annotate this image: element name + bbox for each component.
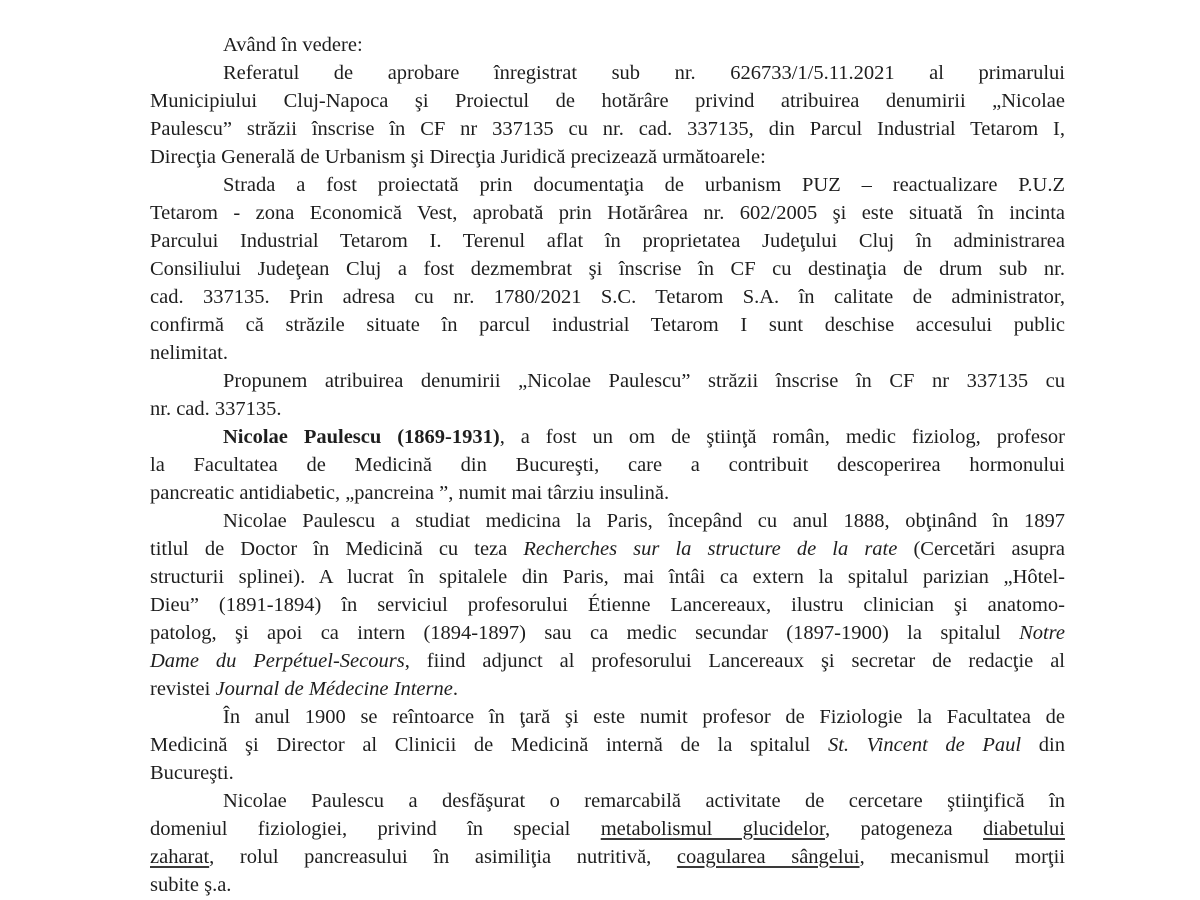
text-segment: zaharat [150, 846, 210, 868]
text-line [150, 871, 1065, 899]
text-segment: revistei [150, 678, 216, 700]
text-segment: Notre [1019, 622, 1065, 644]
text-segment: , a fost un om de ştiinţă român, medic fiziolog, profesor [499, 426, 1065, 448]
text-line [150, 507, 1065, 535]
text-segment: Parcului Industrial Tetarom I. Terenul aflat în proprietatea Judeţului Cluj în administrarea [150, 230, 1065, 252]
text-segment: , rolul pancreasului în asimiliţia nutritivă, [209, 846, 677, 868]
text-segment: Consiliului Judeţean Cluj a fost dezmembrat şi înscrise în CF cu destinaţia de drum sub nr. [150, 258, 1065, 280]
text-segment: În anul 1900 se reîntoarce în ţară şi este numit profesor de Fiziologie la Facultatea de [223, 706, 1065, 728]
text-line [150, 703, 1065, 731]
text-segment: Recherches sur la structure de la rate [523, 538, 898, 560]
text-segment: Bucureşti. [150, 762, 234, 784]
text-line [150, 115, 1065, 143]
text-line [150, 311, 1065, 339]
text-segment: Având în vedere: [223, 34, 363, 56]
text-line [150, 535, 1065, 563]
text-segment: Propunem atribuirea denumirii „Nicolae Paulescu” străzii înscrise în CF nr 337135 cu [223, 370, 1065, 392]
text-line [150, 171, 1065, 199]
text-segment: Nicolae Paulescu (1869-1931) [223, 426, 500, 448]
text-segment: (Cercetări asupra [897, 538, 1065, 560]
text-segment: diabetului [983, 818, 1065, 840]
text-segment: patolog, şi apoi ca intern (1894-1897) sau ca medic secundar (1897-1900) la spitalul [150, 622, 1020, 644]
text-segment: , mecanismul morţii [859, 846, 1066, 868]
text-segment: Tetarom - zona Economică Vest, aprobată prin Hotărârea nr. 602/2005 şi este situată în incinta [150, 202, 1065, 224]
text-segment: , patogeneza [824, 818, 984, 840]
text-line [150, 563, 1065, 591]
text-segment: nr. cad. 337135. [150, 398, 282, 420]
text-line [150, 255, 1065, 283]
text-line [150, 367, 1065, 395]
text-segment: Strada a fost proiectată prin documentaţia de urbanism PUZ – reactualizare P.U.Z [223, 174, 1065, 196]
text-line [150, 339, 1065, 367]
text-segment: nelimitat. [150, 342, 228, 364]
text-segment: Nicolae Paulescu a desfăşurat o remarcabilă activitate de cercetare ştiinţifică în [223, 790, 1065, 812]
text-segment: Direcţia Generală de Urbanism şi Direcţia Juridică precizează următoarele: [150, 146, 766, 168]
text-segment: , fiind adjunct al profesorului Lancereaux şi secretar de redacţie al [404, 650, 1065, 672]
text-segment: subite ş.a. [150, 874, 232, 896]
text-segment: Nicolae Paulescu a studiat medicina la Paris, începând cu anul 1888, obţinând în 1897 [223, 510, 1065, 532]
text-segment: St. Vincent de Paul [827, 734, 1022, 756]
text-line [150, 423, 1065, 451]
text-segment: Paulescu” străzii înscrise în CF nr 337135 cu nr. cad. 337135, din Parcul Industrial Tetarom I, [150, 118, 1065, 140]
text-line [150, 59, 1065, 87]
text-line [150, 227, 1065, 255]
text-line [150, 479, 1065, 507]
text-segment: cad. 337135. Prin adresa cu nr. 1780/2021 S.C. Tetarom S.A. în calitate de administrator, [150, 286, 1065, 308]
text-line [150, 143, 1065, 171]
text-line [150, 451, 1065, 479]
text-segment: metabolismul glucidelor [600, 818, 825, 840]
text-line [150, 647, 1065, 675]
text-line [150, 619, 1065, 647]
text-segment: Referatul de aprobare înregistrat sub nr. 626733/1/5.11.2021 al primarului [223, 62, 1065, 84]
text-segment: confirmă că străzile situate în parcul industrial Tetarom I sunt deschise accesului public [150, 314, 1065, 336]
text-line [150, 31, 1065, 59]
text-segment: din [1021, 734, 1065, 756]
text-line [150, 591, 1065, 619]
text-segment: la Facultatea de Medicină din Bucureşti, care a contribuit descoperirea hormonului [150, 454, 1065, 476]
text-line [150, 87, 1065, 115]
text-line [150, 759, 1065, 787]
text-line [150, 787, 1065, 815]
text-line [150, 815, 1065, 843]
text-line [150, 395, 1065, 423]
text-segment: domeniul fiziologiei, privind în special [150, 818, 601, 840]
text-segment: structurii splinei). A lucrat în spitalele din Paris, mai întâi ca extern la spitalul parizian „Hôtel- [150, 566, 1065, 588]
text-line [150, 843, 1065, 871]
text-segment: Journal de Médecine Interne [215, 678, 453, 700]
text-segment: titlul de Doctor în Medicină cu teza [150, 538, 524, 560]
text-segment: Dame du Perpétuel-Secours [150, 650, 405, 672]
text-segment: coagularea sângelui [676, 846, 860, 868]
text-segment: Municipiului Cluj-Napoca şi Proiectul de hotărâre privind atribuirea denumirii „Nicolae [150, 90, 1065, 112]
text-segment: . [452, 678, 458, 700]
text-segment: pancreatic antidiabetic, „pancreina ”, numit mai târziu insulină. [150, 482, 670, 504]
text-line [150, 731, 1065, 759]
text-segment: Dieu” (1891-1894) în serviciul profesorului Étienne Lancereaux, ilustru clinician şi anatomo- [150, 594, 1065, 616]
text-line [150, 199, 1065, 227]
text-segment: Medicină şi Director al Clinicii de Medicină internă de la spitalul [150, 734, 828, 756]
text-line [150, 283, 1065, 311]
text-line [150, 675, 1065, 703]
